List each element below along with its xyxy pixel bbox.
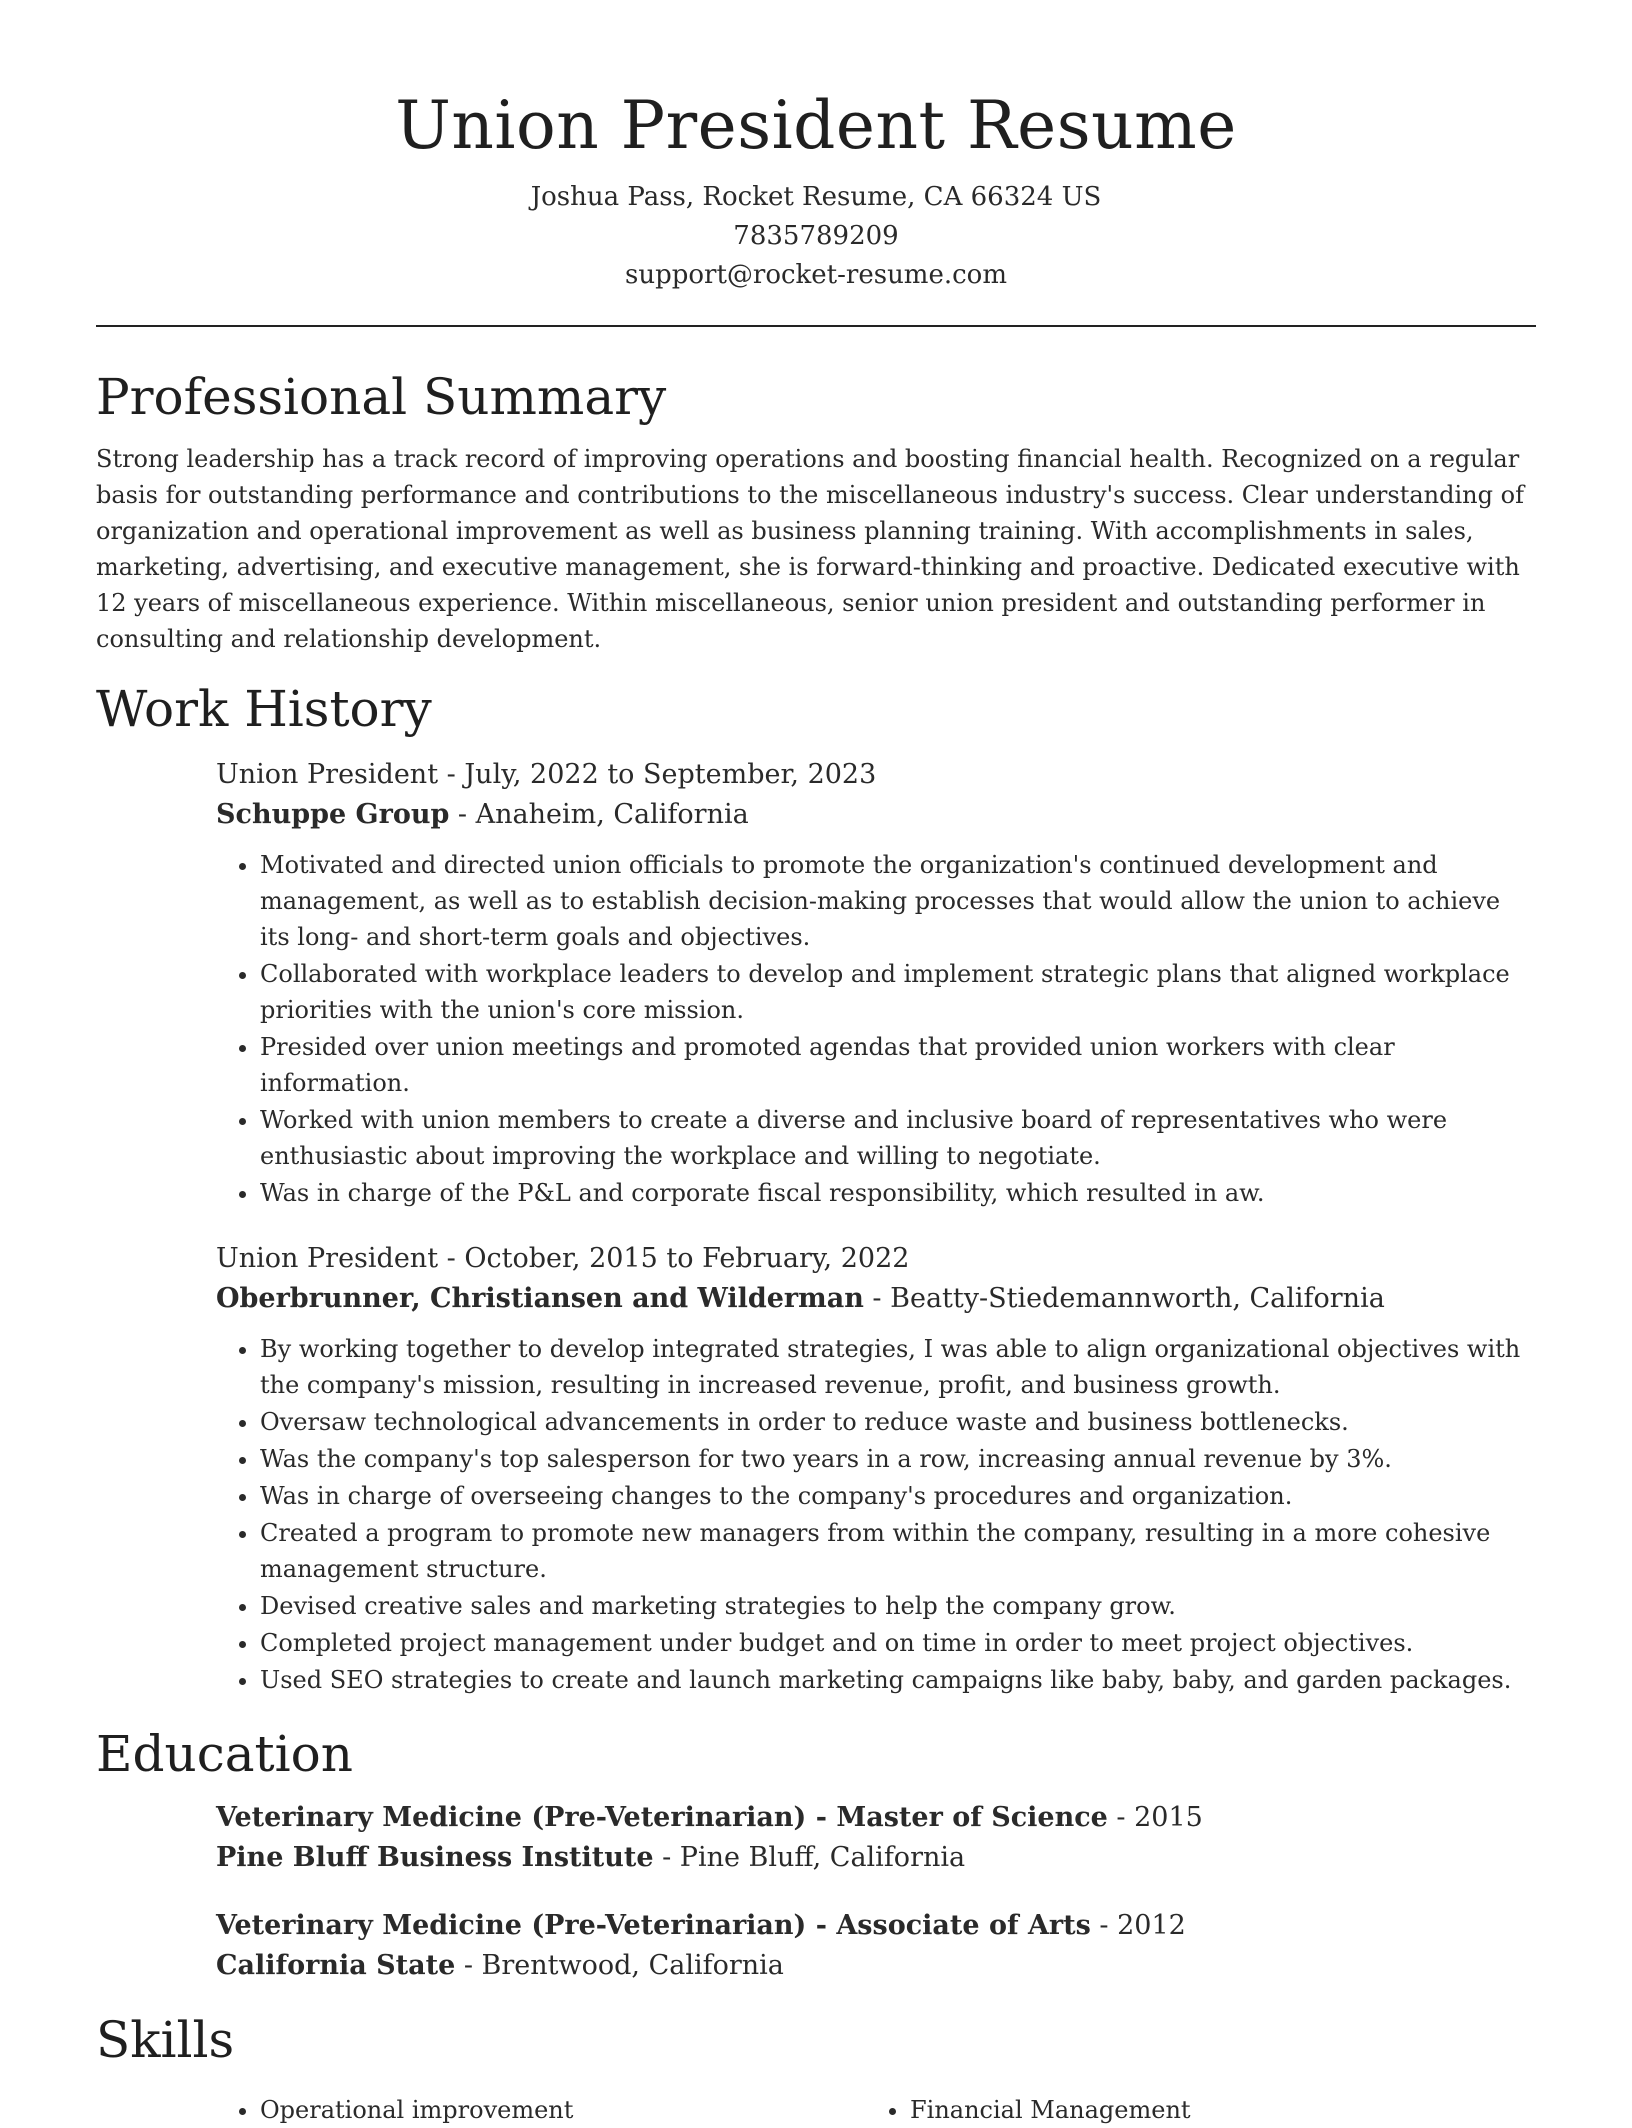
contact-email: support@rocket-resume.com [624,260,1007,290]
job-company-line [216,1279,1536,1319]
section-heading-summary: Professional Summary [96,368,667,426]
resume-title: Union President Resume [395,87,1237,164]
education-degree-line [216,1906,1536,1946]
contact-block [96,178,1536,295]
job-bullet: • Was in charge of overseeing changes to the company's procedures and organization. [260,1478,1536,1514]
skill-item: • Financial Management [910,2092,1516,2128]
job-bullet: • Motivated and directed union officials to promote the organization's continued development and management, as well as to establish decision-making processes that would allow the union to achieve its long- and short-term goals and objectives. [260,847,1536,955]
job-location: - Anaheim, California [449,799,749,830]
education-year: - 2012 [1090,1910,1186,1941]
job-bullet: • Was the company's top salesperson for two years in a row, increasing annual revenue by 3%. [260,1441,1536,1477]
job-company: Oberbrunner, Christiansen and Wilderman [216,1283,864,1314]
job-bullet: • Completed project management under budget and on time in order to meet project objectives. [260,1625,1536,1661]
education-school-line [216,1838,1536,1878]
education-degree: Veterinary Medicine (Pre-Veterinarian) - Associate of Arts [216,1910,1091,1941]
header-divider [96,325,1536,327]
contact-phone: 7835789209 [733,221,899,251]
education-year: - 2015 [1107,1802,1203,1833]
job-bullet: • Used SEO strategies to create and launch marketing campaigns like baby, baby, and garden packages. [260,1662,1536,1698]
education-school: California State [216,1950,456,1981]
job-entry [216,1239,1536,1698]
job-bullet: • By working together to develop integrated strategies, I was able to align organizational objectives with the company's mission, resulting in increased revenue, profit, and business growth. [260,1331,1536,1403]
resume-page [96,0,1536,2128]
job-title-line [216,755,1536,795]
job-bullet-list [216,847,1536,1211]
skill-item: • Operational improvement [260,2092,866,2128]
summary-text: Strong leadership has a track record of improving operations and boosting financial health. Recognized on a regular basis for outstanding performance and contributions to the miscellaneous industry's success. Clear understanding of organization and operational improvement as well as business planning training. With accomplishments in sales, marketing, advertising, and executive management, she is forward-thinking and proactive. Dedicated executive with 12 years of miscellaneous experience. Within miscellaneous, senior union president and outstanding performer in consulting and relationship development. [96,445,1524,653]
contact-address: Joshua Pass, Rocket Resume, CA 66324 US [530,182,1102,212]
education-entry [216,1798,1536,1878]
job-bullet: • Collaborated with workplace leaders to develop and implement strategic plans that aligned workplace priorities with the union's core mission. [260,956,1536,1028]
job-bullet: • Oversaw technological advancements in order to reduce waste and business bottlenecks. [260,1404,1536,1440]
job-title-line [216,1239,1536,1279]
job-bullet: • Worked with union members to create a diverse and inclusive board of representatives who were enthusiastic about improving the workplace and willing to negotiate. [260,1102,1536,1174]
job-entry [216,755,1536,1211]
skills-grid [216,2092,1536,2128]
education-location: - Pine Bluff, California [653,1842,966,1873]
job-dates: - July, 2022 to September, 2023 [438,759,877,790]
job-bullet: • Created a program to promote new managers from within the company, resulting in a more cohesive management structure. [260,1515,1536,1587]
job-role: Union President [216,1243,439,1274]
education-entry [216,1906,1536,1986]
job-dates: - October, 2015 to February, 2022 [438,1243,910,1274]
job-company-line [216,795,1536,835]
job-bullet-list [216,1331,1536,1698]
job-role: Union President [216,759,439,790]
skills-column-right [866,2092,1516,2128]
job-company: Schuppe Group [216,799,450,830]
education-degree: Veterinary Medicine (Pre-Veterinarian) - Master of Science [216,1802,1108,1833]
section-heading-work-history: Work History [96,680,432,738]
job-bullet: • Presided over union meetings and promoted agendas that provided union workers with clear information. [260,1029,1536,1101]
section-heading-education: Education [96,1725,353,1783]
education-school-line [216,1946,1536,1986]
skills-column-left [216,2092,866,2128]
education-degree-line [216,1798,1536,1838]
job-location: - Beatty-Stiedemannworth, California [863,1283,1385,1314]
job-bullet: • Was in charge of the P&L and corporate fiscal responsibility, which resulted in aw. [260,1175,1536,1211]
section-heading-skills: Skills [96,2011,235,2069]
education-location: - Brentwood, California [455,1950,784,1981]
education-school: Pine Bluff Business Institute [216,1842,654,1873]
job-bullet: • Devised creative sales and marketing strategies to help the company grow. [260,1588,1536,1624]
